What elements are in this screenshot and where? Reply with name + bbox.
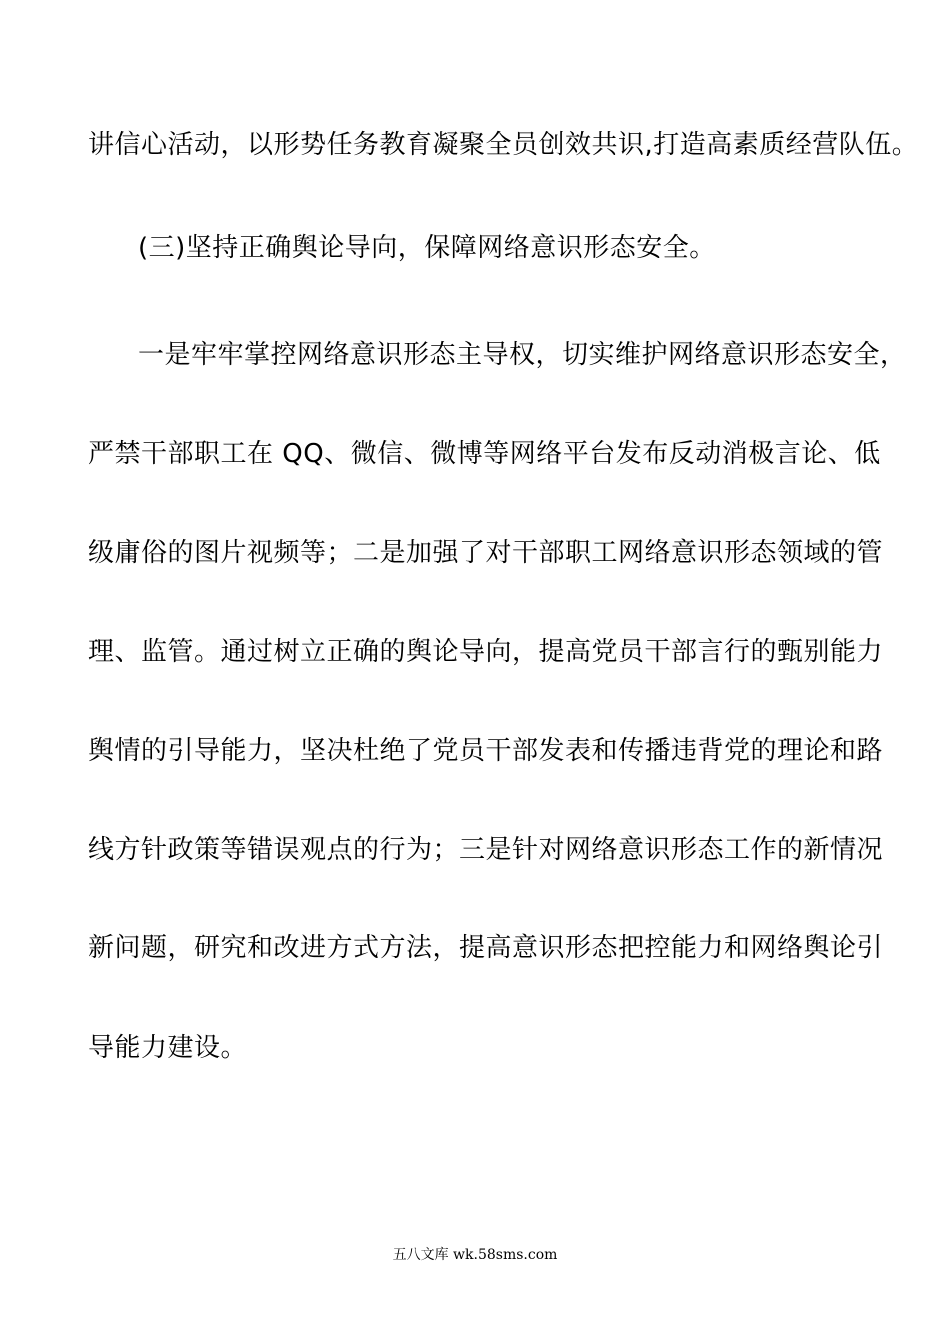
body-text-line: 严禁干部职工在 QQ、微信、微博等网络平台发布反动消极言论、低 xyxy=(88,439,881,469)
body-text-line: 一是牢牢掌控网络意识形态主导权，切实维护网络意识形态安全， xyxy=(138,340,907,370)
body-text-line: 线方针政策等错误观点的行为；三是针对网络意识形态工作的新情况 xyxy=(88,835,884,865)
body-text-line: 理、监管。通过树立正确的舆论导向，提高党员干部言行的甄别能力 xyxy=(88,637,884,667)
body-text-line: 舆情的引导能力，坚决杜绝了党员干部发表和传播违背党的理论和路 xyxy=(88,736,884,766)
body-text-line: 导能力建设。 xyxy=(88,1033,248,1063)
section-heading: (三)坚持正确舆论导向，保障网络意识形态安全。 xyxy=(138,233,716,263)
body-text-line: 级庸俗的图片视频等；二是加强了对干部职工网络意识形态领域的管 xyxy=(88,538,884,568)
body-text-line: 讲信心活动，以形势任务教育凝聚全员创效共识,打造高素质经营队伍。 xyxy=(88,130,919,160)
body-text-line: 新问题，研究和改进方式方法，提高意识形态把控能力和网络舆论引 xyxy=(88,933,884,963)
page-footer-watermark: 五八文库 wk.58sms.com xyxy=(392,1247,558,1263)
